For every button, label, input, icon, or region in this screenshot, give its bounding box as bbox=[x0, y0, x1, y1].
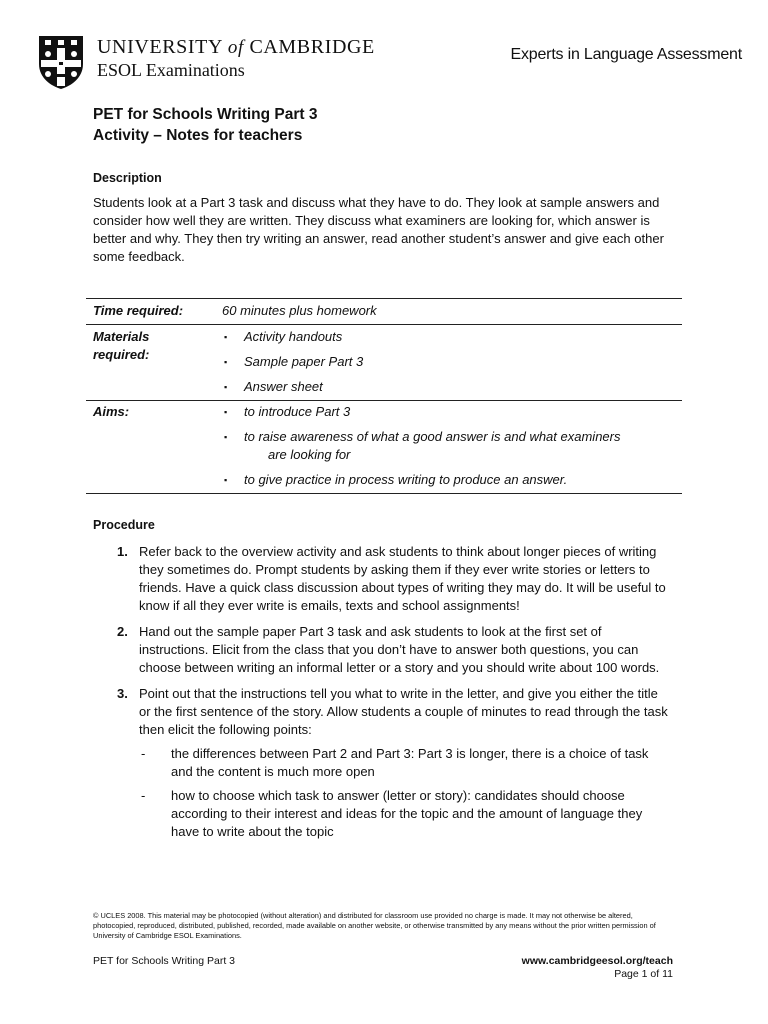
copyright-notice: © UCLES 2008. This material may be photocopied (without alteration) and distributed for classroom use provided no charge is made. It may not otherwise be altered, photocopied, reproduced, distributed, published, recorded, made available on another website, or otherwise transmitted by any means without the prior written permission of University of Cambridge ESOL Examinations. bbox=[93, 911, 656, 940]
bullet-icon: ▪ bbox=[224, 475, 228, 485]
page-title: PET for Schools Writing Part 3 bbox=[93, 106, 318, 123]
time-required-value: 60 minutes plus homework bbox=[222, 303, 377, 318]
procedure-step: 2. Hand out the sample paper Part 3 task and ask students to look at the first set of instructions. Elicit from the class that you don’t have to answer both questions, you can choose between writing an informal letter or a story and you should write about 100 words. bbox=[117, 624, 660, 675]
bullet-icon: ▪ bbox=[224, 332, 228, 342]
list-item: ▪ Answer sheet bbox=[224, 379, 323, 394]
description-text: Students look at a Part 3 task and discuss what they have to do. They look at sample answers and consider how well they are written. They discuss what examiners are looking for, which answer is better and why. They then try writing an answer, read another student’s answer and give each other some feedback. bbox=[93, 195, 664, 264]
aims-label: Aims: bbox=[93, 404, 130, 419]
bullet-icon: ▪ bbox=[224, 357, 228, 367]
procedure-heading: Procedure bbox=[93, 518, 155, 532]
esol-examinations: ESOL Examinations bbox=[97, 60, 245, 80]
description-heading: Description bbox=[93, 171, 162, 185]
materials-list bbox=[222, 328, 682, 396]
table-rule bbox=[86, 400, 682, 401]
list-item: ▪ to introduce Part 3 bbox=[224, 404, 351, 419]
bullet-icon: ▪ bbox=[224, 382, 228, 392]
bullet-icon: ▪ bbox=[224, 407, 228, 417]
cambridge-crest-icon bbox=[37, 34, 85, 90]
procedure-step: 3. Point out that the instructions tell you what to write in the letter, and give you either the title or the first sentence of the story. Allow students a couple of minutes to read through the task then elicit the following points: - the differences between Part 2 and Part 3: Part 3 is longer, there is a choice of task and the content is much more open - how to choose which task to answer (letter or story): candidates should choose according to their interest and ideas for the topic and the amount of language they have to write about the topic bbox=[112, 685, 672, 841]
list-item: ▪ to give practice in process writing to produce an answer. bbox=[224, 472, 568, 487]
page-number: Page 1 of 11 bbox=[614, 968, 673, 980]
university-name: UNIVERSITY of CAMBRIDGE bbox=[97, 36, 375, 58]
footer-url-link[interactable]: www.cambridgeesol.org/teach bbox=[521, 955, 673, 967]
list-item: - the differences between Part 2 and Part 3: Part 3 is longer, there is a choice of task and the content is much more open bbox=[141, 746, 649, 779]
page-subtitle: Activity – Notes for teachers bbox=[93, 127, 303, 144]
table-rule-bottom bbox=[86, 493, 682, 494]
list-item: ▪ to raise awareness of what a good answer is and what examiners are looking for bbox=[224, 429, 621, 462]
procedure-points bbox=[139, 745, 672, 841]
footer-document-title: PET for Schools Writing Part 3 bbox=[93, 955, 236, 967]
procedure-step: 1. Refer back to the overview activity and ask students to think about longer pieces of writing they sometimes do. Prompt students by asking them if they ever write stories or letters to friends. Have a quick class discussion about types of writing they may do. It will be useful to know if all they ever write is emails, texts and school assignments! bbox=[117, 544, 666, 613]
aims-list bbox=[222, 403, 682, 489]
materials-label: Materials required: bbox=[93, 329, 150, 362]
list-item: ▪ Sample paper Part 3 bbox=[224, 354, 364, 369]
bullet-icon: ▪ bbox=[224, 432, 228, 442]
table-rule bbox=[86, 324, 682, 325]
procedure-steps bbox=[112, 543, 672, 849]
list-item: - how to choose which task to answer (letter or story): candidates should choose according to their interest and ideas for the topic and the amount of language they have to write about the topic bbox=[141, 788, 643, 839]
tagline: Experts in Language Assessment bbox=[510, 46, 742, 63]
time-required-label: Time required: bbox=[93, 303, 184, 318]
list-item: ▪ Activity handouts bbox=[224, 329, 343, 344]
table-rule-top bbox=[86, 298, 682, 299]
